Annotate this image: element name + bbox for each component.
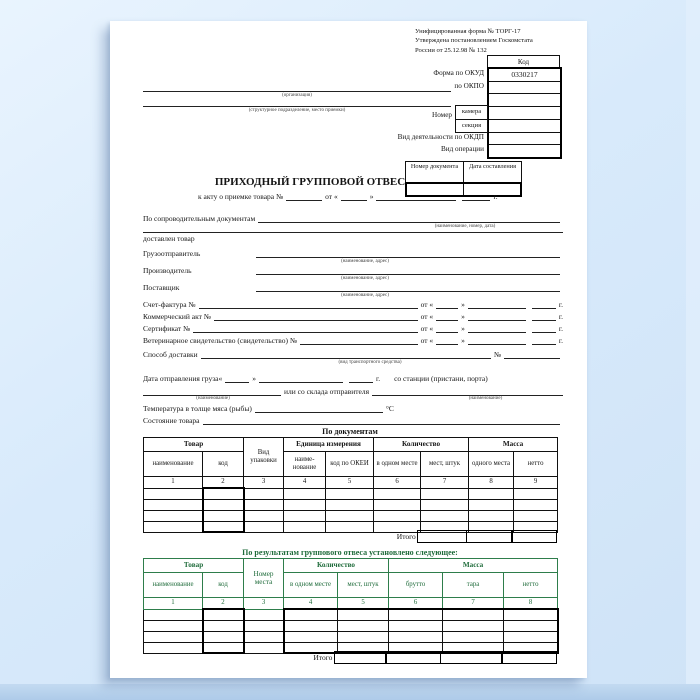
ship-date-label: Дата отправления груза (143, 374, 219, 383)
shipper-caption: (наименование, адрес) (341, 259, 389, 264)
t1-col-num: 7 (421, 477, 469, 489)
quote-close: » (252, 374, 256, 383)
doc-number-header: Номер документа (406, 162, 464, 182)
temperature-label: Температура в толще мяса (рыбы) (143, 404, 252, 413)
okdp-value-cell (489, 133, 560, 146)
blank-line (462, 198, 490, 201)
t1-group-kolichestvo: Количество (374, 438, 469, 452)
table2-totals-row (143, 651, 557, 664)
accompanying-docs-row (143, 213, 563, 223)
ot-label: от « (420, 324, 434, 333)
sekciya-value-cell (489, 120, 560, 133)
blank-line (258, 220, 560, 223)
blank-line (341, 198, 367, 201)
year-suffix: г. (493, 192, 498, 201)
blank-line (436, 330, 458, 333)
t2-col-num: 2 (203, 598, 244, 610)
condition-row (143, 415, 563, 425)
t2-total-cell (334, 651, 387, 664)
t1-sub-odnogo-mesta: одного места (469, 452, 514, 477)
certificate-row (143, 323, 563, 333)
kamera-value-cell (489, 107, 560, 120)
code-box (487, 67, 562, 159)
certificate-label: Сертификат № (143, 324, 191, 333)
okdp-label: Вид деятельности по ОКДП (397, 133, 484, 141)
t1-sub-naimenovanie: наименование (144, 452, 203, 477)
blank-line (286, 198, 322, 201)
t1-group-tovar: Товар (144, 438, 244, 452)
t2-sub-kod: код (203, 573, 244, 598)
t1-sub-okei: код по ОКЕИ (326, 452, 374, 477)
t1-totals-label: Итого (396, 532, 416, 541)
shipper-row (143, 248, 563, 258)
department-line (143, 98, 451, 107)
delivered-goods-label: доставлен товар (143, 234, 195, 243)
celsius-label: °С (385, 404, 394, 413)
temperature-row (143, 403, 563, 413)
quote-close: » (461, 312, 465, 321)
year-suffix: г. (558, 336, 563, 345)
okpo-label: по ОКПО (454, 82, 484, 90)
shipper-label: Грузоотправитель (143, 249, 201, 258)
okud-value-cell: 0330217 (489, 69, 560, 82)
organization-caption: (организация) (282, 93, 312, 98)
quote-close: » (461, 300, 465, 309)
blank-line (468, 318, 526, 321)
blank-line (532, 306, 556, 309)
t2-sub-v-odnom-meste: в одном месте (284, 573, 338, 598)
t2-sub-mest-shtuk: мест, штук (338, 573, 389, 598)
department-caption: (структурное подразделение, место приемки) (248, 108, 346, 113)
delivery-method-label: Способ доставки (143, 350, 198, 359)
blank-line (349, 380, 373, 383)
t2-total-cell (501, 651, 557, 664)
t2-sub-brutto: брутто (389, 573, 443, 598)
quote-open: « (218, 374, 223, 383)
t1-group-massa: Масса (469, 438, 558, 452)
warehouse-name-caption: (наименование) (468, 396, 503, 401)
t2-col-num: 5 (338, 598, 389, 610)
ot-label: от « (420, 336, 434, 345)
blank-line (376, 198, 456, 201)
blank-line (199, 306, 418, 309)
t2-sub-netto: нетто (504, 573, 558, 598)
t1-col-num: 8 (469, 477, 514, 489)
form-torg-17-page (110, 21, 587, 678)
year-suffix: г. (375, 374, 381, 383)
okud-label: Форма по ОКУД (433, 69, 484, 77)
station-name-caption: (наименование) (196, 396, 230, 401)
invoice-row (143, 299, 563, 309)
t2-col-num: 1 (144, 598, 203, 610)
table2-title: По результатам группового отвеса установлено следующее: (242, 548, 458, 557)
producer-label: Производитель (143, 266, 192, 275)
table-row (144, 631, 558, 642)
accompanying-docs-label: По сопроводительным документам (143, 214, 256, 223)
year-suffix: г. (558, 312, 563, 321)
producer-caption: (наименование, адрес) (341, 276, 389, 281)
kamera-sekciya-box (455, 105, 488, 133)
blank-line (468, 330, 526, 333)
condition-label: Состояние товара (143, 416, 200, 425)
t1-col-num: 9 (514, 477, 558, 489)
blank-line (436, 306, 458, 309)
background-highlight (686, 0, 700, 700)
t2-col-num: 4 (284, 598, 338, 610)
blank-line (259, 380, 343, 383)
blank-line (300, 342, 418, 345)
t2-col-num: 7 (443, 598, 504, 610)
year-suffix: г. (558, 300, 563, 309)
t2-col-num: 8 (504, 598, 558, 610)
t1-sub-kod: код (203, 452, 244, 477)
approval-line-2: Утверждена постановлением Госкомстата (415, 37, 533, 45)
warehouse-label: или со склада отправителя (284, 387, 370, 396)
t2-totals-label: Итого (313, 653, 333, 662)
blank-line (436, 318, 458, 321)
blank-line (143, 224, 563, 233)
act-reference-line (198, 191, 560, 201)
quote-close: » (461, 324, 465, 333)
act-reference-label: к акту о приемке товара № (198, 192, 284, 201)
supplier-row (143, 282, 563, 292)
transport-caption: (вид транспортного средства) (338, 360, 402, 365)
table-row (144, 488, 558, 499)
blank-line (256, 272, 560, 275)
blank-line (193, 330, 417, 333)
t1-group-edinica: Единица измерения (284, 438, 374, 452)
t1-col-num: 3 (244, 477, 284, 489)
approval-line-3: России от 25.12.98 № 132 (415, 46, 487, 54)
supplier-caption: (наименование, адрес) (341, 293, 389, 298)
t2-col-num: 3 (244, 598, 284, 610)
t1-sub-mest-shtuk: мест, штук (421, 452, 469, 477)
t1-total-cell (466, 530, 513, 543)
approval-text (415, 27, 585, 55)
t2-group-tovar: Товар (144, 559, 244, 573)
supplier-label: Поставщик (143, 283, 180, 292)
commercial-act-row (143, 311, 563, 321)
table-row (144, 609, 558, 620)
t2-sub-naimenovanie: наименование (144, 573, 203, 598)
blank-line (225, 380, 249, 383)
blank-line (256, 289, 560, 292)
form-title: ПРИХОДНЫЙ ГРУППОВОЙ ОТВЕС (214, 176, 406, 188)
t1-total-cell (511, 530, 557, 543)
commercial-act-label: Коммерческий акт № (143, 312, 211, 321)
blank-line (504, 356, 560, 359)
vet-certificate-row (143, 335, 563, 345)
t1-sub-v-odnom-meste: в одном месте (374, 452, 421, 477)
t1-col-num: 2 (203, 477, 244, 489)
t2-sub-tara: тара (443, 573, 504, 598)
operation-value-cell (489, 145, 560, 157)
delivery-method-row (143, 349, 563, 359)
blank-line (436, 342, 458, 345)
sekciya-label: секция (461, 121, 482, 129)
producer-row (143, 265, 563, 275)
station-label: со станции (пристани, порта) (394, 374, 488, 383)
warehouse-row (143, 386, 563, 396)
ot-label: от « (420, 312, 434, 321)
table-row (144, 499, 558, 510)
ot-label: от « (420, 300, 434, 309)
t2-total-cell (440, 651, 503, 664)
kamera-label: камера (456, 106, 487, 120)
code-header-cell: Код (487, 55, 560, 69)
t1-sub-netto: нетто (514, 452, 558, 477)
year-suffix: г. (558, 324, 563, 333)
blank-line (214, 318, 418, 321)
blank-line (255, 410, 383, 413)
t2-group-kolichestvo: Количество (284, 559, 389, 573)
table-row (144, 510, 558, 521)
okpo-value-cell (489, 82, 560, 95)
table1-title: По документам (322, 427, 378, 436)
invoice-label: Счет-фактура № (143, 300, 196, 309)
blank-line (468, 306, 526, 309)
t1-sub-ed-naimenovanie: наиме-нование (284, 452, 326, 477)
t2-total-cell (385, 651, 441, 664)
blank-line (203, 422, 560, 425)
t2-group-nomer-mesta: Номер места (244, 559, 284, 598)
blank-line (256, 255, 560, 258)
t1-col-num: 4 (284, 477, 326, 489)
ot-label: от « (325, 192, 338, 201)
blank-line (201, 356, 491, 359)
nomer-label: Номер (432, 111, 452, 119)
by-documents-table (143, 437, 558, 533)
t1-col-num: 6 (374, 477, 421, 489)
approval-line-1: Унифицированная форма № ТОРГ-17 (415, 28, 521, 35)
empty-code-cell (489, 94, 560, 107)
blank-line (532, 342, 556, 345)
quote-close: » (369, 192, 374, 201)
weighing-results-table (143, 558, 559, 654)
blank-line (468, 342, 526, 345)
operation-label: Вид операции (440, 145, 484, 153)
background-shade (0, 684, 700, 700)
quote-close: » (461, 336, 465, 345)
t2-col-num: 6 (389, 598, 443, 610)
t1-total-cell (417, 530, 467, 543)
accompanying-docs-caption: (наименование, номер, дата) (434, 224, 496, 229)
blank-line (532, 330, 556, 333)
number-sign: № (493, 350, 501, 359)
blank-line (532, 318, 556, 321)
t2-group-massa: Масса (389, 559, 558, 573)
t1-group-upakovka: Вид упаковки (244, 438, 284, 477)
t1-col-num: 1 (144, 477, 203, 489)
t1-col-num: 5 (326, 477, 374, 489)
table1-totals-row (143, 530, 557, 543)
vet-certificate-label: Ветеринарное свидетельство (свидетельство) № (143, 336, 298, 345)
table-row (144, 620, 558, 631)
ship-date-row (143, 373, 563, 383)
doc-date-header: Дата составления (468, 163, 517, 170)
